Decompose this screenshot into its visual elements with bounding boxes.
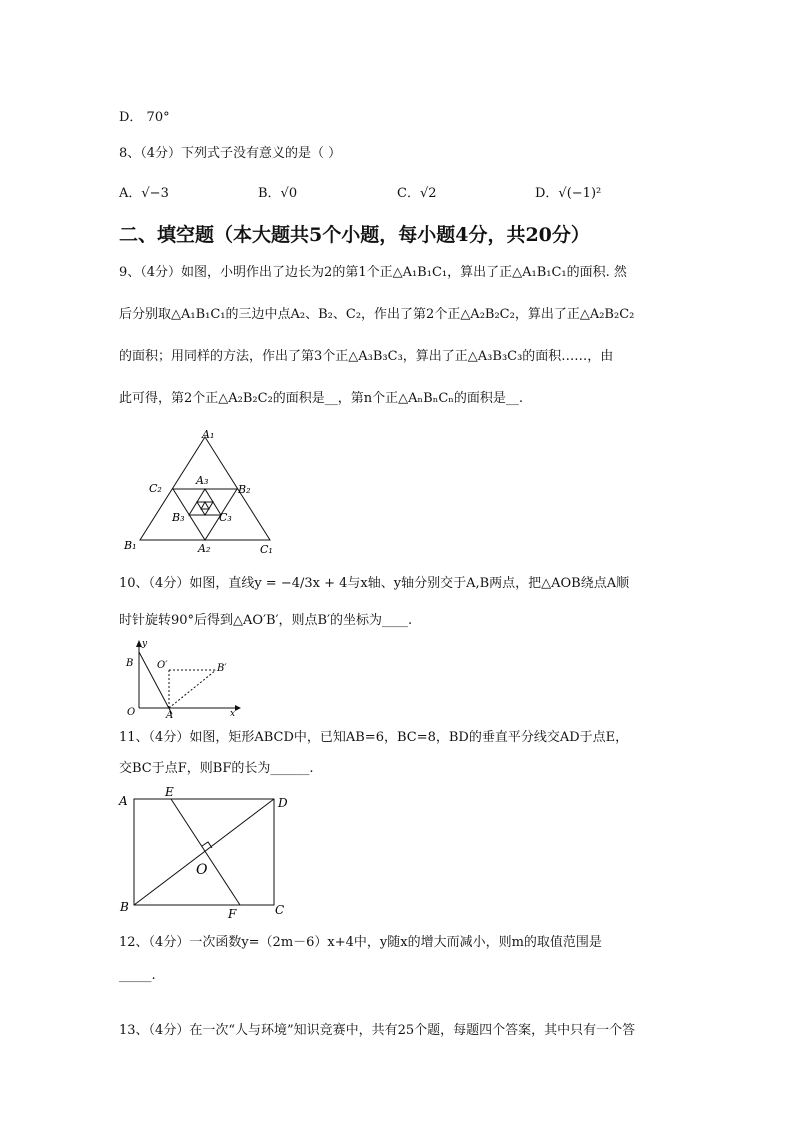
- question-9-line2: 后分别取△A₁B₁C₁的三边中点A₂、B₂、C₂，作出了第2个正△A₂B₂C₂，算出了正△A₂B₂C₂: [119, 307, 635, 322]
- label-o: O: [196, 862, 208, 878]
- q8-option-b: B．√0: [258, 186, 298, 201]
- question-11-line1: 11、（4分）如图，矩形ABCD中，已知AB=6，BC=8，BD的垂直平分线交AD于点E，: [119, 730, 629, 745]
- label-o-prime: O′: [157, 660, 168, 671]
- label-x: x: [230, 709, 236, 719]
- label-c2: C₂: [149, 482, 162, 495]
- question-13-line1: 13、（4分）在一次“人与环境”知识竞赛中，共有25个题，每题四个答案，其中只有一个答: [119, 1023, 636, 1038]
- label-c1: C₁: [260, 543, 273, 556]
- q8-option-d: D．√(−1)²: [535, 186, 602, 201]
- label-d: D: [278, 796, 288, 810]
- question-12-line1: 12、（4分）一次函数y=（2m－6）x+4中，y随x的增大而减小，则m的取值范围是: [119, 935, 602, 950]
- label-b2: B₂: [238, 483, 251, 496]
- question-10-line2: 时针旋转90°后得到△AO′B′，则点B′的坐标为____.: [119, 613, 413, 628]
- rectangle-figure: [116, 785, 296, 920]
- option-d-prev: D． 70°: [119, 110, 170, 125]
- label-a2: A₂: [198, 542, 211, 555]
- question-9-line1: 9、（4分）如图，小明作出了边长为2的第1个正△A₁B₁C₁，算出了正△A₁B₁C₁的面积. 然: [119, 265, 627, 280]
- question-9-line4: 此可得，第2个正△A₂B₂C₂的面积是__，第n个正△AₙBₙCₙ的面积是__.: [119, 391, 524, 406]
- label-f: F: [228, 907, 237, 921]
- question-9-line3: 的面积；用同样的方法，作出了第3个正△A₃B₃C₃，算出了正△A₃B₃C₃的面积……，由: [119, 349, 614, 364]
- nested-triangles-figure: [118, 425, 288, 560]
- rotation-figure: [120, 638, 245, 720]
- label-a1: A₁: [202, 428, 215, 441]
- label-a: A: [119, 794, 128, 808]
- question-12-line2: _____.: [119, 968, 156, 983]
- label-b: B: [120, 900, 129, 914]
- question-8: 8、（4分）下列式子没有意义的是（ ）: [119, 146, 342, 161]
- question-10-line1: 10、（4分）如图，直线y = −4/3x + 4与x轴、y轴分别交于A,B两点，把△AOB绕点A顺: [119, 576, 630, 591]
- q8-option-c: C．√2: [397, 186, 437, 201]
- label-c: C: [275, 903, 285, 917]
- label-y: y: [142, 639, 148, 649]
- label-o: O: [127, 707, 136, 718]
- label-a: A: [166, 710, 174, 721]
- question-11-line2: 交BC于点F，则BF的长为______.: [119, 761, 314, 776]
- label-a3: A₃: [196, 474, 209, 487]
- label-b3: B₃: [172, 511, 185, 524]
- label-b: B: [126, 658, 134, 669]
- label-b-prime: B′: [217, 663, 227, 674]
- label-e: E: [165, 785, 174, 799]
- section-heading: 二、填空题（本大题共5个小题，每小题4分，共20分）: [119, 224, 590, 246]
- label-b1: B₁: [124, 539, 137, 552]
- q8-option-a: A．√−3: [119, 186, 169, 201]
- label-c3: C₃: [219, 511, 232, 524]
